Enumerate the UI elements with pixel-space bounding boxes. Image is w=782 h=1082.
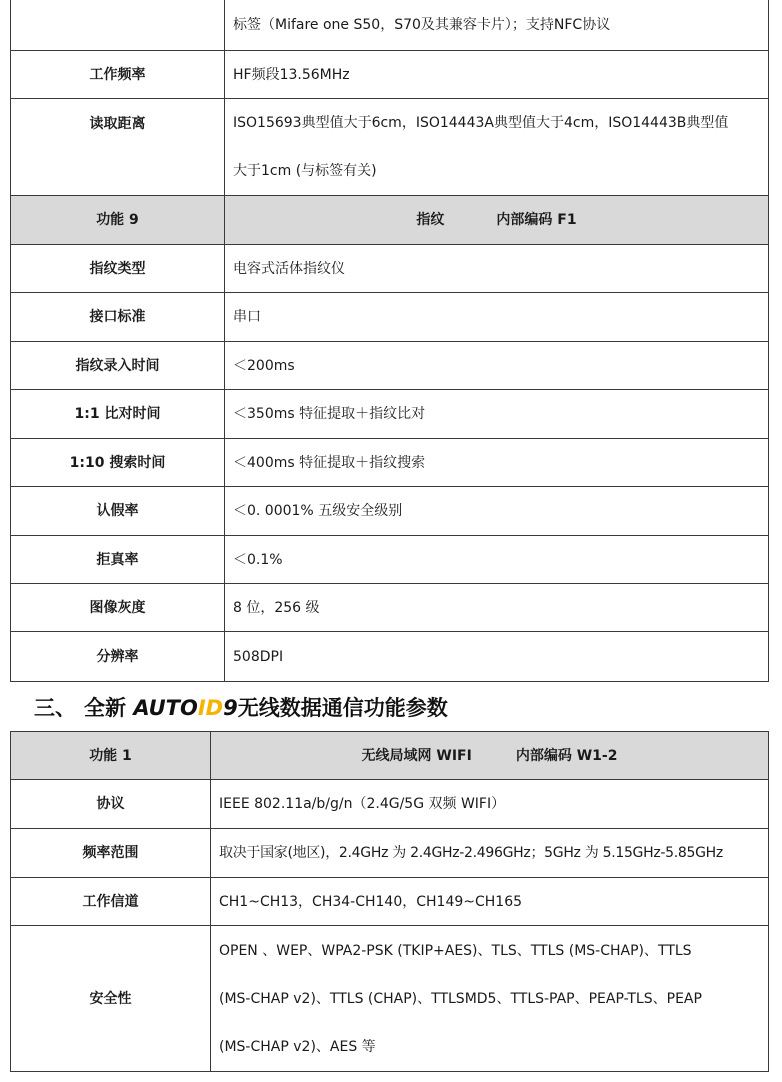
table-row bbox=[11, 926, 769, 1072]
row-value: ＜0. 0001% 五级安全级别 bbox=[225, 487, 769, 536]
section-heading bbox=[34, 690, 448, 726]
row-key: 拒真率 bbox=[11, 536, 225, 584]
function-header-row bbox=[11, 732, 769, 780]
row-key: 指纹录入时间 bbox=[11, 342, 225, 390]
row-value bbox=[211, 926, 769, 1072]
section-suffix: 无线数据通信功能参数 bbox=[237, 696, 448, 720]
row-value: HF频段13.56MHz bbox=[225, 51, 769, 99]
value-line: 大于1cm (与标签有关) bbox=[233, 163, 377, 179]
row-value: 串口 bbox=[225, 293, 769, 342]
row-key: 分辨率 bbox=[11, 632, 225, 682]
table-row bbox=[11, 245, 769, 293]
row-key: 指纹类型 bbox=[11, 245, 225, 293]
brand-name-part: AUTO bbox=[133, 696, 198, 720]
function-title bbox=[211, 732, 769, 780]
table-row bbox=[11, 342, 769, 390]
row-value: 电容式活体指纹仪 bbox=[225, 245, 769, 293]
value-line: ISO15693典型值大于6cm，ISO14443A典型值大于4cm，ISO14443B典型值 bbox=[233, 115, 729, 131]
function-label: 功能 9 bbox=[11, 196, 225, 245]
internal-code: 内部编码 W1-2 bbox=[515, 747, 618, 764]
table-row bbox=[11, 536, 769, 584]
value-line: OPEN 、WEP、WPA2-PSK (TKIP+AES)、TLS、TTLS (MS-CHAP)、TTLS bbox=[219, 942, 692, 959]
function-title bbox=[225, 196, 769, 245]
row-value: CH1~CH13，CH34-CH140，CH149~CH165 bbox=[211, 878, 769, 926]
function-name: 无线局域网 WIFI bbox=[361, 747, 472, 764]
row-key: 图像灰度 bbox=[11, 584, 225, 632]
row-value: ＜200ms bbox=[225, 342, 769, 390]
value-line: (MS-CHAP v2)、TTLS (CHAP)、TTLSMD5、TTLS-PAP、PEAP-TLS、PEAP bbox=[219, 990, 702, 1007]
fingerprint-spec-table bbox=[10, 0, 769, 682]
row-key bbox=[11, 0, 225, 51]
row-key: 1:1 比对时间 bbox=[11, 390, 225, 439]
row-value: ＜0.1% bbox=[225, 536, 769, 584]
row-key: 工作信道 bbox=[11, 878, 211, 926]
row-key: 工作频率 bbox=[11, 51, 225, 99]
table-row bbox=[11, 439, 769, 487]
table-row bbox=[11, 51, 769, 99]
row-value bbox=[225, 99, 769, 196]
internal-code: 内部编码 F1 bbox=[496, 212, 577, 228]
table-row bbox=[11, 293, 769, 342]
row-key: 1:10 搜索时间 bbox=[11, 439, 225, 487]
row-key: 频率范围 bbox=[11, 829, 211, 878]
function-label: 功能 1 bbox=[11, 732, 211, 780]
table-row bbox=[11, 99, 769, 196]
value-line: (MS-CHAP v2)、AES 等 bbox=[219, 1038, 376, 1055]
table-row bbox=[11, 390, 769, 439]
brand-name-part: 9 bbox=[223, 696, 238, 720]
row-value: 8 位，256 级 bbox=[225, 584, 769, 632]
row-value: ＜350ms 特征提取＋指纹比对 bbox=[225, 390, 769, 439]
row-value: 取决于国家(地区)，2.4GHz 为 2.4GHz-2.496GHz；5GHz 为 5.15GHz-5.85GHz bbox=[211, 829, 769, 878]
table-row bbox=[11, 878, 769, 926]
table-row bbox=[11, 584, 769, 632]
function-header-row bbox=[11, 196, 769, 245]
row-key: 读取距离 bbox=[11, 99, 225, 196]
row-key: 安全性 bbox=[11, 926, 211, 1072]
wifi-spec-table bbox=[10, 731, 769, 1072]
section-number: 三、 bbox=[34, 696, 76, 720]
table-row bbox=[11, 780, 769, 829]
row-value: 标签（Mifare one S50，S70及其兼容卡片）；支持NFC协议 bbox=[225, 0, 769, 51]
row-key: 协议 bbox=[11, 780, 211, 829]
function-name: 指纹 bbox=[416, 212, 445, 228]
row-value: ＜400ms 特征提取＋指纹搜索 bbox=[225, 439, 769, 487]
row-value: 508DPI bbox=[225, 632, 769, 682]
row-value: IEEE 802.11a/b/g/n（2.4G/5G 双频 WIFI） bbox=[211, 780, 769, 829]
brand-name-accent: ID bbox=[197, 696, 224, 720]
section-prefix: 全新 bbox=[84, 696, 134, 720]
table-row bbox=[11, 829, 769, 878]
table-row bbox=[11, 632, 769, 682]
row-key: 认假率 bbox=[11, 487, 225, 536]
table-row bbox=[11, 0, 769, 51]
table-row bbox=[11, 487, 769, 536]
row-key: 接口标准 bbox=[11, 293, 225, 342]
